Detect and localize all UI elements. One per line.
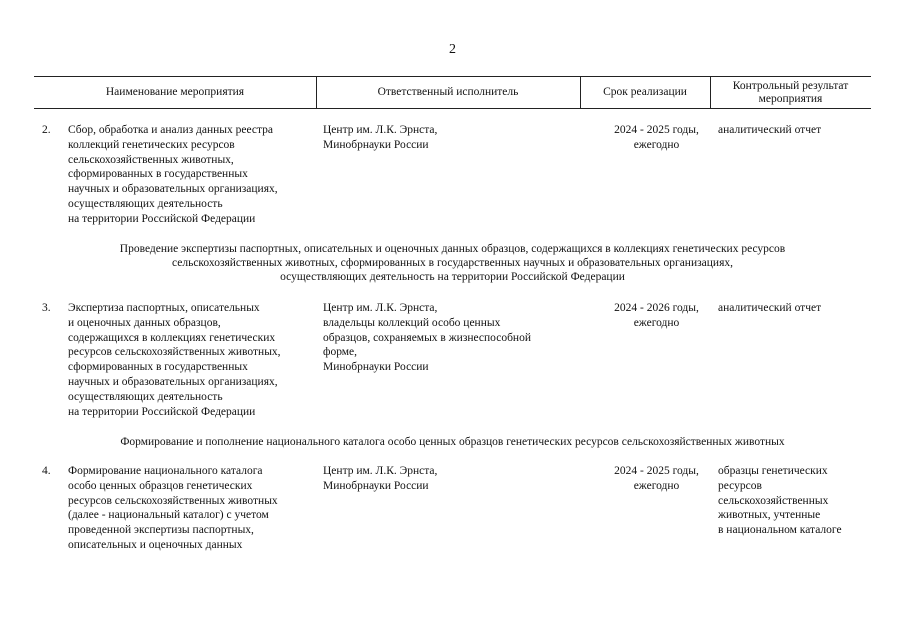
text-line: Сбор, обработка и анализ данных реестра [68,124,274,136]
text-line: Формирование и пополнение национального каталога особо ценных образцов генетических ресурсов сельскохозяйственных животных [120,436,785,448]
text-line: Минобрнауки России [323,138,429,151]
row-executor [323,123,583,153]
header-term: Срок реализации [603,86,687,98]
text-line: осуществляющих деятельность [68,197,223,210]
row-activity-name [68,464,318,553]
text-line: 2024 - 2025 годы, [614,465,699,477]
text-line: Формирование национального каталога [68,465,263,477]
table-header [34,76,871,109]
text-line: владельцы коллекций особо ценных [323,316,501,329]
header-result-line1: Контрольный результат [732,79,849,92]
text-line: сельскохозяйственных животных, сформированных в государственных научных и образовательных организациях, [171,257,733,269]
row-number: 4. [42,465,51,477]
header-result [710,77,871,108]
row-executor [323,301,583,375]
text-line: форме, [323,346,358,359]
text-line: и оценочных данных образцов, [68,316,221,329]
text-line: аналитический отчет [718,302,822,314]
text-line: (далее - национальный каталог) с учетом [68,509,269,522]
text-line: на территории Российской Федерации [68,212,256,225]
text-line: Центр им. Л.К. Эрнста, [323,302,438,314]
text-line: описательных и оценочных данных [68,538,243,551]
text-line: образцов, сохраняемых в жизнеспособной [323,331,531,344]
text-line: ежегодно [633,316,680,329]
text-line: коллекций генетических ресурсов [68,138,235,151]
text-line: сформированных в государственных [68,361,248,374]
row-executor [323,464,583,494]
section-heading [34,242,871,284]
text-line: Экспертиза паспортных, описательных [68,302,260,314]
row-result [718,301,878,316]
text-line: Центр им. Л.К. Эрнста, [323,465,438,477]
text-line: научных и образовательных организациях, [68,375,278,388]
row-result [718,464,878,538]
text-line: ежегодно [633,479,680,492]
text-line: осуществляющих деятельность на территории Российской Федерации [280,271,625,283]
row-number: 3. [42,302,51,314]
text-line: сельскохозяйственных животных, [68,153,234,166]
header-executor: Ответственный исполнитель [377,86,519,98]
text-line: ресурсов [718,479,762,492]
header-result-line2: мероприятия [758,92,823,105]
text-line: образцы генетических [718,465,828,477]
text-line: особо ценных образцов генетических [68,479,253,492]
row-term [594,301,719,331]
row-number: 2. [42,124,51,136]
text-line: ресурсов сельскохозяйственных животных [68,494,278,507]
text-line: Минобрнауки России [323,479,429,492]
text-line: содержащихся в коллекциях генетических [68,331,276,344]
text-line: ресурсов сельскохозяйственных животных, [68,346,281,359]
text-line: Минобрнауки России [323,361,429,374]
text-line: проведенной экспертизы паспортных, [68,524,254,537]
text-line: сформированных в государственных [68,168,248,181]
text-line: научных и образовательных организациях, [68,183,278,196]
section-heading [34,435,871,449]
text-line: ежегодно [633,138,680,151]
page-number: 2 [449,42,456,57]
text-line: в национальном каталоге [718,524,842,537]
row-activity-name [68,301,318,419]
text-line: сельскохозяйственных [718,494,829,507]
text-line: 2024 - 2026 годы, [614,302,699,314]
row-activity-name [68,123,318,227]
text-line: Центр им. Л.К. Эрнста, [323,124,438,136]
text-line: 2024 - 2025 годы, [614,124,699,136]
text-line: на территории Российской Федерации [68,405,256,418]
row-term [594,123,719,153]
text-line: осуществляющих деятельность [68,390,223,403]
text-line: аналитический отчет [718,124,822,136]
text-line: Проведение экспертизы паспортных, описательных и оценочных данных образцов, содержащихся в коллекциях генетических ресурсов [119,243,786,255]
row-term [594,464,719,494]
header-name: Наименование мероприятия [105,86,245,98]
row-result [718,123,878,138]
text-line: животных, учтенные [718,509,821,522]
